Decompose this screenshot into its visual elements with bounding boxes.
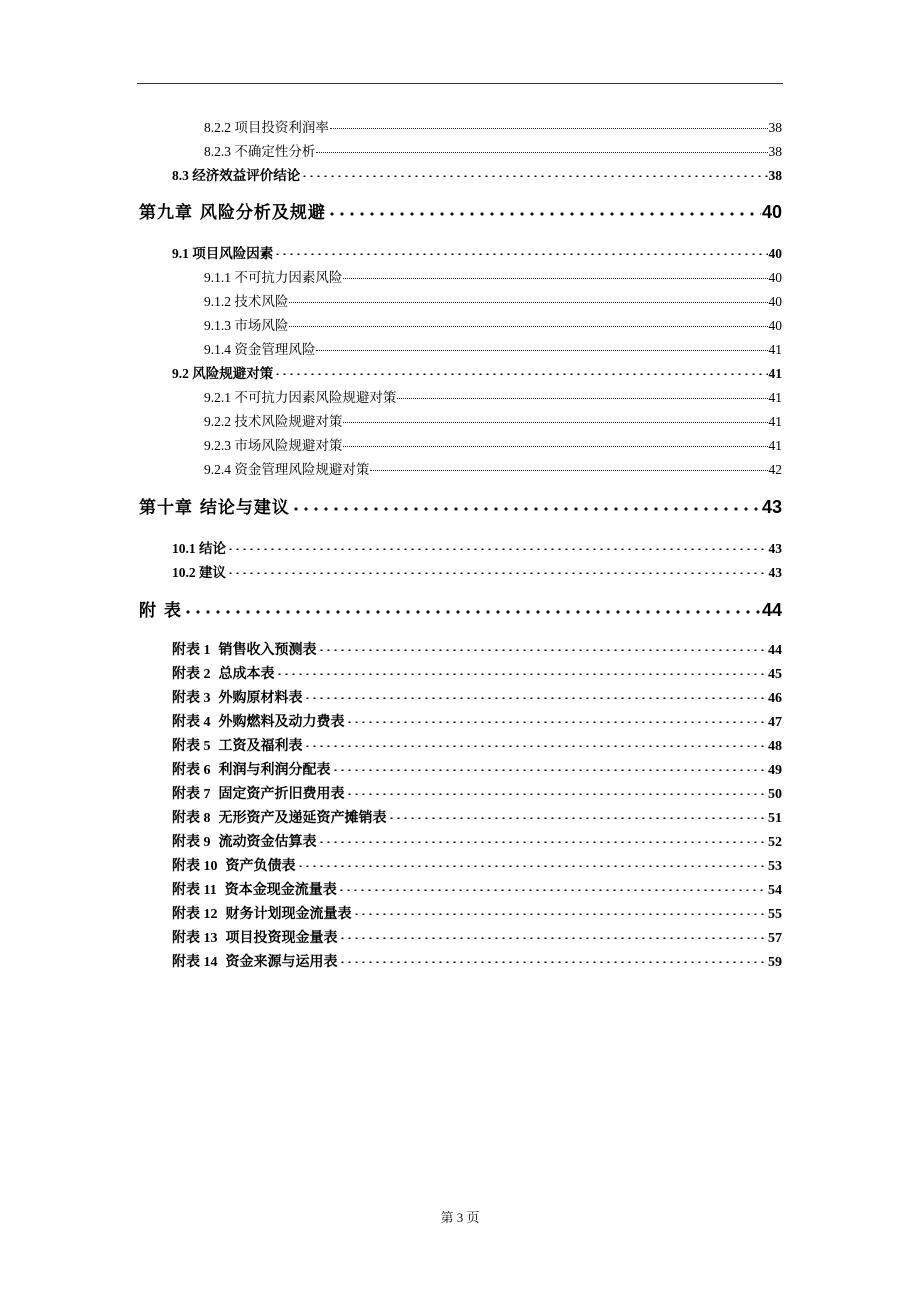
appendix-page: 45 xyxy=(768,667,782,682)
toc-entry-page: 43 xyxy=(768,541,782,556)
appendix-entry[interactable] xyxy=(172,735,782,755)
appendix-title: 资产负债表 xyxy=(225,859,296,874)
dot-leader xyxy=(274,245,767,259)
dot-leader xyxy=(318,640,768,654)
dot-leader xyxy=(291,496,761,513)
appendix-number: 附表 9 xyxy=(172,835,211,850)
appendix-page: 50 xyxy=(768,787,782,802)
toc-entry[interactable] xyxy=(172,164,782,184)
appendix-number: 附表 13 xyxy=(172,931,218,946)
dot-leader xyxy=(227,564,768,578)
toc-entry-page: 41 xyxy=(768,342,782,357)
toc-entry-label: 9.1.1 不可抗力因素风险 xyxy=(204,270,343,285)
toc-entry-label: 9.1.2 技术风险 xyxy=(204,294,289,309)
dot-leader xyxy=(327,201,761,218)
dot-leader xyxy=(304,736,768,750)
appendix-page: 47 xyxy=(768,715,782,730)
appendix-entry[interactable] xyxy=(172,663,782,683)
toc-entry-page: 41 xyxy=(768,390,782,405)
toc-entry-label: 8.2.3 不确定性分析 xyxy=(204,144,316,159)
toc-chapter[interactable] xyxy=(139,493,782,518)
appendix-title: 资金来源与运用表 xyxy=(225,955,338,970)
appendix-number: 附表 3 xyxy=(172,691,211,706)
appendix-number: 附表 1 xyxy=(172,643,211,658)
toc-entry[interactable] xyxy=(204,410,782,430)
toc-chapter[interactable] xyxy=(139,198,782,223)
toc-entry-page: 42 xyxy=(768,462,782,477)
appendix-title: 外购燃料及动力费表 xyxy=(218,715,345,730)
dot-leader xyxy=(353,904,768,918)
dot-leader xyxy=(297,856,768,870)
appendix-number: 附表 6 xyxy=(172,763,211,778)
toc-chapter[interactable] xyxy=(139,596,782,621)
appendix-number: 附表 2 xyxy=(172,667,211,682)
dot-leader xyxy=(339,952,768,966)
dot-leader xyxy=(338,880,767,894)
appendix-entry[interactable] xyxy=(172,759,782,779)
appendix-page: 48 xyxy=(768,739,782,754)
toc-chapter-label: 附 表 xyxy=(139,601,182,621)
toc-entry[interactable] xyxy=(172,537,782,557)
toc-chapter-page: 40 xyxy=(761,202,782,222)
appendix-number: 附表 14 xyxy=(172,955,218,970)
toc-entry-page: 41 xyxy=(768,414,782,429)
appendix-entry[interactable] xyxy=(172,927,782,947)
toc-chapter-label: 第九章 风险分析及规避 xyxy=(139,203,326,223)
page-number-footer: 第 3 页 xyxy=(440,1210,480,1225)
toc-entry-label: 9.1.4 资金管理风险 xyxy=(204,342,316,357)
toc-chapter-label: 第十章 结论与建议 xyxy=(139,498,290,518)
toc-entry[interactable] xyxy=(172,362,782,382)
appendix-title: 财务计划现金流量表 xyxy=(225,907,352,922)
appendix-number: 附表 11 xyxy=(172,883,217,898)
dot-leader xyxy=(318,832,768,846)
dot-leader xyxy=(343,437,767,451)
toc-entry[interactable] xyxy=(172,561,782,581)
dot-leader xyxy=(339,928,768,942)
toc-entry-page: 40 xyxy=(768,318,782,333)
appendix-page: 49 xyxy=(768,763,782,778)
appendix-number: 附表 7 xyxy=(172,787,211,802)
dot-leader xyxy=(330,119,768,133)
appendix-title: 项目投资现金量表 xyxy=(225,931,338,946)
toc-entry-label: 9.2.1 不可抗力因素风险规避对策 xyxy=(204,390,397,405)
toc-entry-label: 9.2 风险规避对策 xyxy=(172,366,274,381)
toc-entry[interactable] xyxy=(204,434,782,454)
appendix-page: 55 xyxy=(768,907,782,922)
appendix-page: 51 xyxy=(768,811,782,826)
appendix-title: 资本金现金流量表 xyxy=(224,883,337,898)
appendix-number: 附表 10 xyxy=(172,859,218,874)
appendix-number: 附表 8 xyxy=(172,811,211,826)
toc-entry-label: 9.2.2 技术风险规避对策 xyxy=(204,414,343,429)
toc-entry-label: 9.2.4 资金管理风险规避对策 xyxy=(204,462,370,477)
toc-entry-label: 10.2 建议 xyxy=(172,565,226,580)
toc-entry[interactable] xyxy=(204,290,782,310)
toc-entry-page: 41 xyxy=(768,438,782,453)
toc-entry[interactable] xyxy=(204,116,782,136)
appendix-page: 44 xyxy=(768,643,782,658)
appendix-page: 59 xyxy=(768,955,782,970)
toc-entry-page: 40 xyxy=(768,270,782,285)
appendix-entry[interactable] xyxy=(172,855,782,875)
appendix-page: 46 xyxy=(768,691,782,706)
appendix-title: 无形资产及递延资产摊销表 xyxy=(218,811,387,826)
appendix-title: 总成本表 xyxy=(218,667,275,682)
toc-chapter-page: 43 xyxy=(761,497,782,517)
toc-entry-page: 41 xyxy=(768,366,782,381)
dot-leader xyxy=(183,599,761,616)
dot-leader xyxy=(388,808,768,822)
appendix-number: 附表 5 xyxy=(172,739,211,754)
dot-leader xyxy=(274,365,767,379)
toc-entry-label: 8.2.2 项目投资利润率 xyxy=(204,120,329,135)
toc-entry-label: 9.1.3 市场风险 xyxy=(204,318,289,333)
appendix-page: 52 xyxy=(768,835,782,850)
toc-entry-page: 40 xyxy=(768,294,782,309)
dot-leader xyxy=(346,784,768,798)
appendix-title: 固定资产折旧费用表 xyxy=(218,787,345,802)
appendix-title: 流动资金估算表 xyxy=(218,835,317,850)
dot-leader xyxy=(289,317,767,331)
appendix-title: 利润与利润分配表 xyxy=(218,763,331,778)
header-rule xyxy=(137,83,783,84)
toc-entry-page: 38 xyxy=(768,120,782,135)
dot-leader xyxy=(304,688,768,702)
appendix-entry[interactable] xyxy=(172,879,782,899)
dot-leader xyxy=(227,540,768,554)
appendix-number: 附表 4 xyxy=(172,715,211,730)
appendix-number: 附表 12 xyxy=(172,907,218,922)
toc-entry-label: 9.1 项目风险因素 xyxy=(172,246,274,261)
toc-entry-page: 43 xyxy=(768,565,782,580)
appendix-entry[interactable] xyxy=(172,639,782,659)
dot-leader xyxy=(332,760,768,774)
toc-entry-label: 10.1 结论 xyxy=(172,541,226,556)
dot-leader xyxy=(301,167,767,181)
appendix-entry[interactable] xyxy=(172,711,782,731)
toc-chapter-page: 44 xyxy=(761,600,782,620)
appendix-title: 销售收入预测表 xyxy=(218,643,317,658)
toc-entry[interactable] xyxy=(204,386,782,406)
toc-entry-page: 38 xyxy=(768,144,782,159)
appendix-title: 外购原材料表 xyxy=(218,691,303,706)
toc-entry-label: 9.2.3 市场风险规避对策 xyxy=(204,438,343,453)
appendix-entry[interactable] xyxy=(172,807,782,827)
dot-leader xyxy=(397,389,767,403)
appendix-entry[interactable] xyxy=(172,951,782,971)
dot-leader xyxy=(343,413,767,427)
dot-leader xyxy=(276,664,768,678)
toc-entry[interactable] xyxy=(204,266,782,286)
toc-entry-label: 8.3 经济效益评价结论 xyxy=(172,168,301,183)
dot-leader xyxy=(343,269,767,283)
toc-entry-page: 40 xyxy=(768,246,782,261)
appendix-entry[interactable] xyxy=(172,903,782,923)
toc-entry[interactable] xyxy=(204,338,782,358)
dot-leader xyxy=(370,461,767,475)
toc-entry[interactable] xyxy=(204,140,782,160)
dot-leader xyxy=(316,143,767,157)
appendix-page: 53 xyxy=(768,859,782,874)
toc-entry[interactable] xyxy=(204,314,782,334)
appendix-title: 工资及福利表 xyxy=(218,739,303,754)
appendix-entry[interactable] xyxy=(172,687,782,707)
appendix-page: 57 xyxy=(768,931,782,946)
dot-leader xyxy=(316,341,767,355)
toc-entry[interactable] xyxy=(172,242,782,262)
dot-leader xyxy=(289,293,767,307)
appendix-entry[interactable] xyxy=(172,831,782,851)
toc-entry-page: 38 xyxy=(768,168,782,183)
toc-entry[interactable] xyxy=(204,458,782,478)
appendix-page: 54 xyxy=(768,883,782,898)
dot-leader xyxy=(346,712,768,726)
appendix-entry[interactable] xyxy=(172,783,782,803)
